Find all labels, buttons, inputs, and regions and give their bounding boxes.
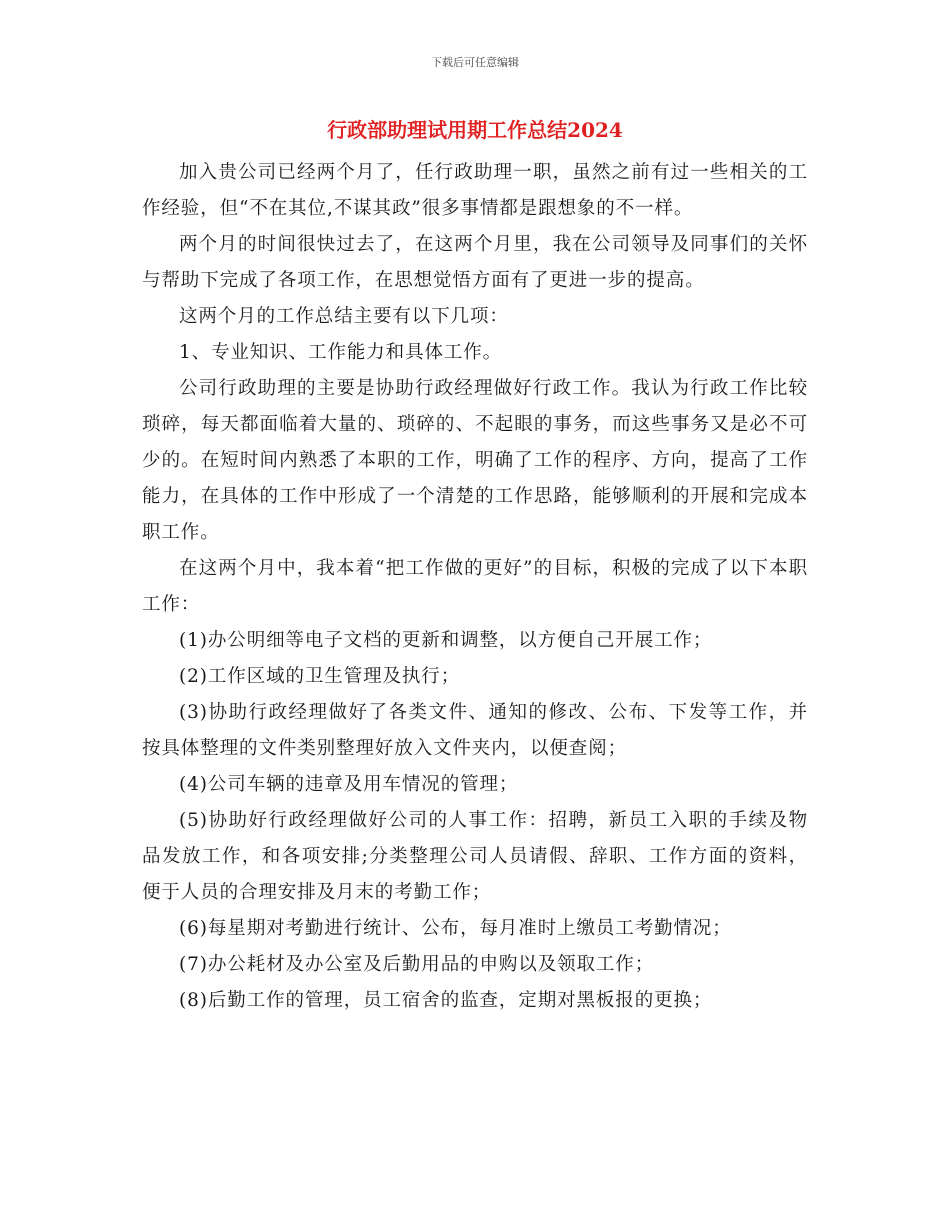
list-item: (6)每星期对考勤进行统计、公布，每月准时上缴员工考勤情况； — [179, 918, 732, 939]
list-item: (4)公司车辆的违章及用车情况的管理； — [179, 774, 519, 795]
paragraph: 在这两个月中，我本着“把工作做的更好”的目标，积极的完成了以下本职工作： — [142, 558, 808, 615]
document-title: 行政部助理试用期工作总结2024 — [327, 118, 623, 142]
paragraph: 1、专业知识、工作能力和具体工作。 — [179, 342, 503, 363]
paragraph: 加入贵公司已经两个月了，任行政助理一职，虽然之前有过一些相关的工作经验，但“不在其位,不谋其政”很多事情都是跟想象的不一样。 — [142, 162, 808, 219]
list-item: (2)工作区域的卫生管理及执行； — [179, 666, 461, 687]
document-body — [142, 155, 808, 1019]
list-item: (3)协助行政经理做好了各类文件、通知的修改、公布、下发等工作，并按具体整理的文件类别整理好放入文件夹内，以便查阅； — [142, 702, 808, 759]
paragraph: 两个月的时间很快过去了，在这两个月里，我在公司领导及同事们的关怀与帮助下完成了各项工作，在思想觉悟方面有了更进一步的提高。 — [142, 234, 808, 291]
list-item: (5)协助好行政经理做好公司的人事工作：招聘，新员工入职的手续及物品发放工作，和各项安排;分类整理公司人员请假、辞职、工作方面的资料，便于人员的合理安排及月末的考勤工作； — [142, 810, 808, 903]
list-item: (8)后勤工作的管理，员工宿舍的监查，定期对黑板报的更换； — [179, 990, 713, 1011]
paragraph: 这两个月的工作总结主要有以下几项： — [179, 306, 509, 327]
list-item: (1)办公明细等电子文档的更新和调整，以方便自己开展工作； — [179, 630, 713, 651]
list-item: (7)办公耗材及办公室及后勤用品的申购以及领取工作； — [179, 954, 655, 975]
paragraph: 公司行政助理的主要是协助行政经理做好行政工作。我认为行政工作比较琐碎，每天都面临着大量的、琐碎的、不起眼的事务，而这些事务又是必不可少的。在短时间内熟悉了本职的工作，明确了工作的程序、方向，提高了工作能力，在具体的工作中形成了一个清楚的工作思路，能够顺利的开展和完成本职工作。 — [142, 378, 808, 543]
page-header-note: 下载后可任意编辑 — [431, 56, 519, 69]
